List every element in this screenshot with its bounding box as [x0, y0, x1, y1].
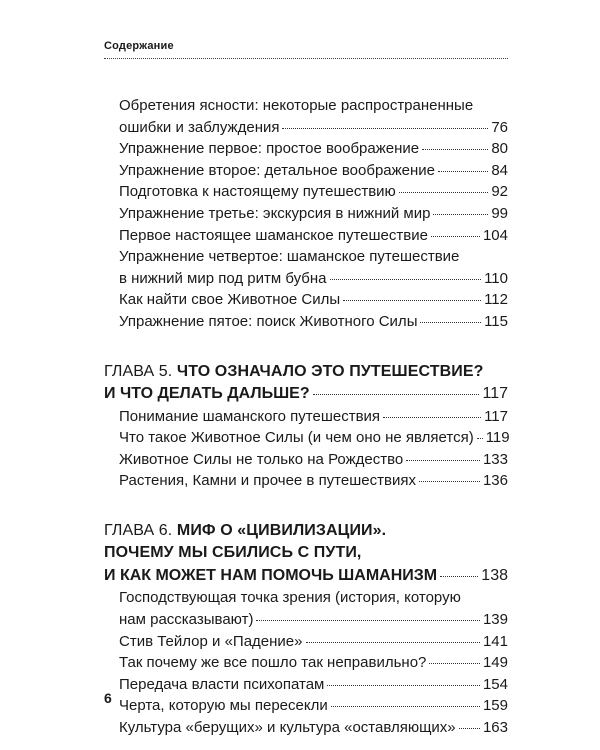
dot-leader	[406, 460, 480, 461]
chapter-title: ПОЧЕМУ МЫ СБИЛИСЬ С ПУТИ,	[104, 544, 362, 562]
toc-entry[interactable]	[104, 289, 508, 311]
toc-entry-title: Стив Тейлор и «Падение»	[119, 632, 303, 650]
toc-entry[interactable]	[104, 160, 508, 182]
toc-entry-title-line: нам рассказывают)	[119, 611, 254, 628]
dot-leader	[306, 642, 480, 643]
toc-entry-title: Понимание шаманского путешествия	[119, 407, 381, 425]
toc-page-number: 112	[484, 291, 508, 309]
toc-entry-title: Передача власти психопатам	[119, 675, 325, 693]
chapter-title: ЧТО ОЗНАЧАЛО ЭТО ПУТЕШЕСТВИЕ?	[176, 362, 484, 380]
toc-entry[interactable]	[104, 246, 508, 289]
toc-page-number: 84	[491, 161, 508, 179]
chapter-title: И ЧТО ДЕЛАТЬ ДАЛЬШЕ?	[104, 385, 310, 403]
toc-page-number: 115	[484, 312, 508, 330]
dot-leader	[330, 279, 482, 280]
toc-entry-title: Культура «берущих» и культура «оставляющих»	[119, 718, 456, 736]
toc-page-number: 139	[482, 611, 508, 628]
dot-leader	[477, 438, 483, 439]
dot-leader	[383, 417, 481, 418]
toc-page-number: 92	[491, 183, 508, 201]
toc-entry-title: Так почему же все пошло так неправильно?	[119, 654, 427, 672]
toc-entry[interactable]	[104, 427, 508, 449]
toc-entry-title-line: ошибки и заблуждения	[119, 118, 280, 136]
running-title: Содержание	[104, 40, 174, 52]
toc-page-number: 117	[484, 407, 508, 425]
toc-entry[interactable]	[104, 311, 508, 333]
toc-entry-title-line: Господствующая точка зрения (история, которую	[119, 589, 461, 607]
dot-leader	[256, 620, 480, 621]
toc-entry[interactable]	[104, 95, 508, 138]
dot-leader	[431, 236, 480, 237]
toc-entry-title: Черта, которую мы пересекли	[119, 697, 328, 715]
chapter-5	[104, 361, 508, 492]
chapter-heading-entry[interactable]	[104, 383, 508, 406]
toc-entry[interactable]	[104, 225, 508, 247]
toc-entry[interactable]	[104, 138, 508, 160]
dot-leader	[459, 728, 480, 729]
toc-page-number: 110	[484, 269, 508, 287]
toc-entry-title: Упражнение первое: простое воображение	[119, 140, 420, 158]
toc-page-number: 117	[482, 385, 508, 403]
chapter-6	[104, 520, 508, 739]
dot-leader	[327, 685, 480, 686]
toc-page-number: 133	[482, 450, 508, 468]
toc-page-number: 159	[482, 697, 508, 715]
toc-page-number: 80	[491, 140, 508, 158]
dot-leader	[331, 706, 480, 707]
toc-entry[interactable]	[104, 631, 508, 653]
toc-page-number: 141	[482, 632, 508, 650]
toc-page-number: 99	[491, 204, 508, 222]
chapter-heading-entry[interactable]	[104, 565, 508, 588]
chapter-heading-line[interactable]	[104, 520, 508, 543]
toc-entry[interactable]	[104, 587, 508, 630]
toc-page-number: 163	[482, 718, 508, 736]
toc-page-number: 136	[482, 472, 508, 490]
toc-entry[interactable]	[104, 717, 508, 739]
toc-page-number: 138	[481, 566, 508, 584]
dot-leader	[343, 300, 481, 301]
toc-entry-title: Первое настоящее шаманское путешествие	[119, 226, 428, 244]
chapter-label: ГЛАВА 5.	[104, 362, 173, 380]
toc-entry-title: Что такое Животное Силы (и чем оно не является)	[119, 429, 474, 447]
toc-page-number: 76	[491, 118, 508, 136]
toc-entry-title: Упражнение пятое: поиск Животного Силы	[119, 312, 418, 330]
toc-entry[interactable]	[104, 674, 508, 696]
toc-page-number: 119	[485, 429, 510, 447]
toc-entry-title: Растения, Камни и прочее в путешествиях	[119, 472, 416, 490]
dot-leader	[440, 576, 478, 577]
toc-entry[interactable]	[104, 695, 508, 717]
dot-leader	[429, 663, 480, 664]
toc-entry[interactable]	[104, 470, 508, 492]
toc-entry[interactable]	[104, 406, 508, 428]
chapter-title: МИФ О «ЦИВИЛИЗАЦИИ».	[176, 521, 387, 539]
chapter-title: И КАК МОЖЕТ НАМ ПОМОЧЬ ШАМАНИЗМ	[104, 566, 438, 584]
chapter-label: ГЛАВА 6.	[104, 521, 173, 539]
chapter-heading-line[interactable]	[104, 361, 508, 384]
page-number: 6	[104, 690, 112, 706]
toc-page-number: 149	[482, 654, 508, 672]
toc-entry-title: Упражнение третье: экскурсия в нижний мир	[119, 204, 431, 222]
toc-entry-title: Подготовка к настоящему путешествию	[119, 183, 396, 201]
toc-entry-title: Как найти свое Животное Силы	[119, 291, 341, 309]
toc-entry[interactable]	[104, 181, 508, 203]
dot-leader	[399, 192, 489, 193]
toc-entry-title-line: Обретения ясности: некоторые распространенные	[119, 97, 474, 114]
toc-entry-title-line: в нижний мир под ритм бубна	[119, 269, 327, 287]
toc-entry[interactable]	[104, 652, 508, 674]
chapter-heading-line[interactable]	[104, 542, 508, 565]
dot-leader	[313, 394, 480, 395]
dot-leader	[419, 481, 480, 482]
toc-entry[interactable]	[104, 203, 508, 225]
dot-leader	[420, 322, 481, 323]
toc-page-number: 154	[482, 675, 508, 693]
dot-leader	[433, 214, 488, 215]
toc-entry[interactable]	[104, 449, 508, 471]
dot-leader	[422, 149, 488, 150]
dot-leader	[282, 128, 488, 129]
table-of-contents	[104, 95, 508, 739]
toc-entry-title-line: Упражнение четвертое: шаманское путешествие	[119, 248, 460, 266]
toc-entry-title: Животное Силы не только на Рождество	[119, 450, 404, 468]
toc-page-number: 104	[482, 226, 508, 244]
toc-entry-title: Упражнение второе: детальное воображение	[119, 161, 436, 179]
dot-leader	[438, 171, 488, 172]
header-dotted-rule	[104, 58, 508, 59]
